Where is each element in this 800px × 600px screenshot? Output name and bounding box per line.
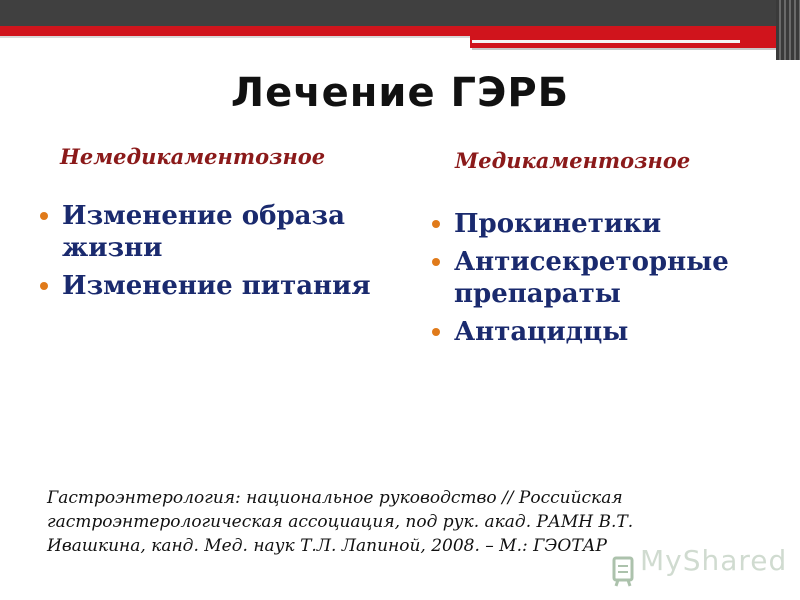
right-column-heading: Медикаментозное <box>455 148 691 173</box>
list-item <box>432 316 782 348</box>
top-gray-line <box>0 36 470 38</box>
top-dark-bar <box>0 0 800 26</box>
bullet-icon <box>432 258 440 266</box>
list-item-text: Изменение питания <box>62 271 371 301</box>
list-item <box>40 270 420 302</box>
left-column-list <box>40 200 420 308</box>
list-item-text: Изменение образа жизни <box>62 201 345 263</box>
bullet-icon <box>432 220 440 228</box>
list-item <box>432 246 782 310</box>
list-item <box>40 200 420 264</box>
citation-line: Ивашкина, канд. Мед. наук Т.Л. Лапиной, 2008. – М.: ГЭОТАР <box>47 536 607 556</box>
list-item-text: Антацидцы <box>454 317 629 347</box>
left-column-heading: Немедикаментозное <box>60 144 326 169</box>
citation <box>47 486 687 558</box>
list-item-text: Антисекреторные препараты <box>454 247 729 309</box>
right-column-list <box>432 208 782 354</box>
bullet-icon <box>40 282 48 290</box>
bullet-icon <box>40 212 48 220</box>
top-gray-line-lower <box>472 48 776 50</box>
top-right-stripes <box>776 0 800 60</box>
citation-line: гастроэнтерологическая ассоциация, под рук. акад. РАМН В.Т. <box>47 512 634 532</box>
slide-title: Лечение ГЭРБ <box>230 70 570 116</box>
top-light-line <box>472 40 740 43</box>
top-red-bar <box>0 26 776 36</box>
list-item-text: Прокинетики <box>454 209 662 239</box>
watermark-text: MyShared <box>640 544 788 577</box>
citation-line: Гастроэнтерология: национальное руководство // Российская <box>47 488 623 508</box>
list-item <box>432 208 782 240</box>
bullet-icon <box>432 328 440 336</box>
